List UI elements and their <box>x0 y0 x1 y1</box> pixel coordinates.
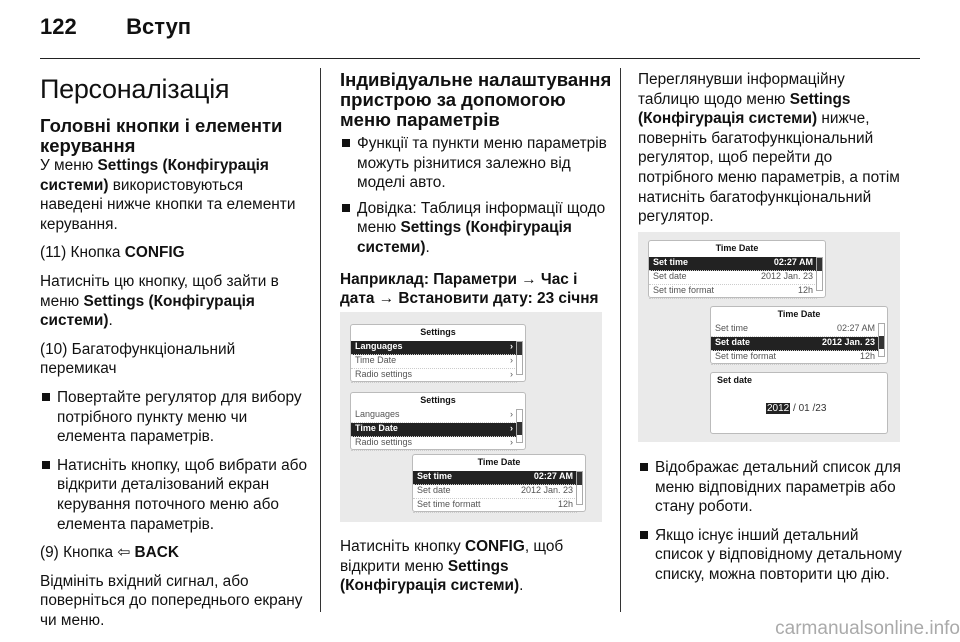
back-button-heading: (9) Кнопка ⇦ BACK <box>40 544 179 562</box>
back-button-description: Відмініть вхідний сигнал, або поверніться до попереднього екрану чи меню. <box>40 572 303 629</box>
page-heading: Персоналізація <box>40 74 230 104</box>
time-date-figure <box>638 232 900 442</box>
menu-row: Languages › <box>351 341 517 355</box>
settings-figure <box>340 312 602 522</box>
list-item: Довідка: Таблиця інформації щодо меню Settings (Конфігурація системи). <box>340 199 615 258</box>
menu-row: Set date 2012 Jan. 23 <box>413 485 577 499</box>
subheading-main-buttons: Головні кнопки і елементи керування <box>40 115 283 156</box>
menu-row: Set date 2012 Jan. 23 <box>711 337 879 351</box>
column-1 <box>40 70 310 639</box>
column-divider-1 <box>320 68 321 612</box>
screen-title: Settings <box>420 327 456 337</box>
scrollbar <box>878 323 885 357</box>
watermark: carmanualsonline.info <box>775 618 960 639</box>
list-item: Функції та пункти меню параметрів можуть різнитися залежно від моделі авто. <box>340 134 615 193</box>
column-3-after-figure <box>638 458 908 594</box>
menu-row: Languages › <box>351 409 517 423</box>
column-3 <box>638 70 908 236</box>
screen-title: Time Date <box>715 243 759 253</box>
time-date-screen <box>648 240 826 298</box>
menu-row: Radio settings › <box>351 437 517 451</box>
list-item: Повертайте регулятор для вибору потрібного пункту меню чи елемента параметрів. <box>40 388 310 447</box>
intro-paragraph: У меню Settings (Конфігурація системи) використовуються наведені нижче кнопки та елементи керування. <box>40 157 296 233</box>
menu-row: Set date 2012 Jan. 23 <box>649 271 817 285</box>
set-date-screen <box>710 372 888 434</box>
config-button-description: Натисніть цю кнопку, щоб зайти в меню Settings (Конфігурація системи). <box>40 272 279 330</box>
menu-row: Set time format 12h <box>711 351 879 365</box>
time-date-screen <box>412 454 586 512</box>
column-divider-2 <box>620 68 621 612</box>
section-title: Вступ <box>126 14 192 39</box>
menu-row: Set time 02:27 AM <box>711 323 879 337</box>
config-instruction: Натисніть кнопку CONFIG, щоб відкрити меню Settings (Конфігурація системи). <box>340 538 564 595</box>
screen-title: Time Date <box>477 457 521 467</box>
time-date-screen <box>710 306 888 364</box>
instruction-paragraph: Переглянувши інформаційну таблицю щодо меню Settings (Конфігурація системи) нижче, поверніть багатофункціональний регулятор, щоб перейти до потрібного меню параметрів, а потім натисніть багатофункціональний регулятор. <box>638 71 900 226</box>
settings-screen <box>350 324 526 382</box>
settings-screen <box>350 392 526 450</box>
screen-title: Time Date <box>777 309 821 319</box>
column-2-after-figure <box>340 537 615 605</box>
config-button-heading: (11) Кнопка CONFIG <box>40 244 185 262</box>
scrollbar <box>816 257 823 291</box>
scrollbar <box>576 471 583 505</box>
list-item: Якщо існує інший детальний список у відповідному детальному списку, можна повторити цю дію. <box>638 526 908 585</box>
scrollbar <box>516 341 523 375</box>
menu-row: Time Date › <box>351 423 517 437</box>
menu-row: Set time 02:27 AM <box>413 471 577 485</box>
menu-row: Set time format 12h <box>649 285 817 299</box>
scrollbar <box>516 409 523 443</box>
screen-title: Set date <box>717 375 753 385</box>
page-number: 122 <box>40 14 77 39</box>
menu-row: Time Date › <box>351 355 517 369</box>
menu-row: Set time 02:27 AM <box>649 257 817 271</box>
subheading-settings-menu: Індивідуальне налаштування пристрою за допомогою меню параметрів <box>340 69 612 130</box>
column-2 <box>340 70 615 337</box>
header-rule <box>40 58 920 59</box>
menu-row: Set time formatt 12h <box>413 499 577 513</box>
screen-title: Settings <box>420 395 456 405</box>
list-item: Відображає детальний список для меню відповідних параметрів або стану роботи. <box>638 458 908 517</box>
list-item: Натисніть кнопку, щоб вибрати або відкрити деталізований екран керування поточного меню або елемента параметрів. <box>40 456 310 534</box>
multifunction-knob-heading: (10) Багатофункціональний перемикач <box>40 340 236 378</box>
page-header <box>40 14 191 40</box>
example-text: Наприклад: Параметри → Час і дата → Встановити дату: 23 січня <box>340 270 599 308</box>
date-value: 2012 / 01 /23 <box>767 403 827 414</box>
menu-row: Radio settings › <box>351 369 517 383</box>
